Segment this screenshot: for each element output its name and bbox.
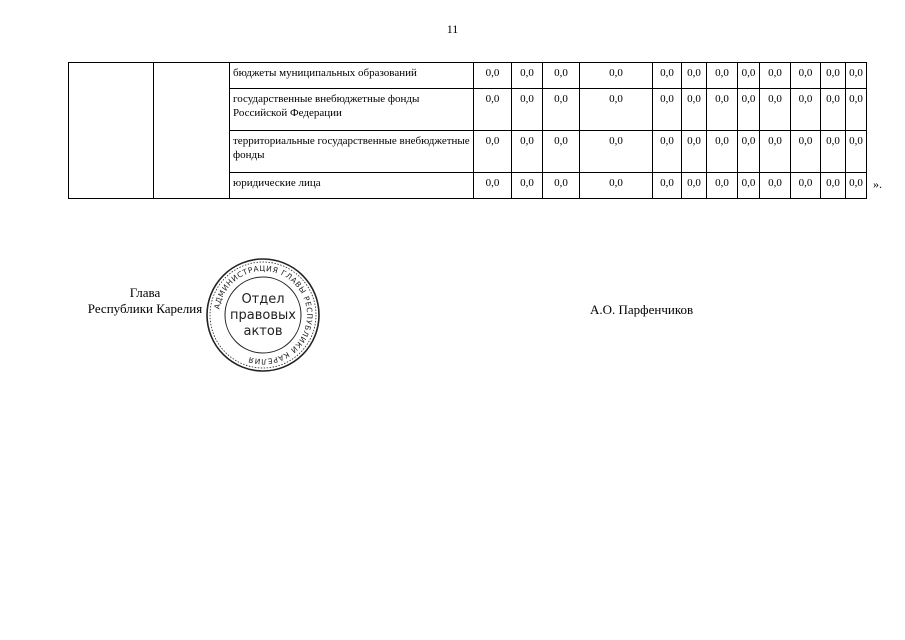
value-cell: 0,0 <box>738 173 760 199</box>
value-cell: 0,0 <box>791 89 821 131</box>
row-label-cell: юридические лица <box>230 173 474 199</box>
value-cell: 0,0 <box>707 173 738 199</box>
merged-empty-cell <box>154 63 230 199</box>
value-cell: 0,0 <box>846 89 867 131</box>
value-cell: 0,0 <box>543 131 580 173</box>
value-cell: 0,0 <box>512 63 543 89</box>
value-cell: 0,0 <box>653 63 682 89</box>
value-cell: 0,0 <box>580 173 653 199</box>
value-cell: 0,0 <box>760 63 791 89</box>
value-cell: 0,0 <box>738 63 760 89</box>
value-cell: 0,0 <box>682 63 707 89</box>
value-cell: 0,0 <box>543 63 580 89</box>
value-cell: 0,0 <box>682 89 707 131</box>
seal-line1: Отдел <box>241 292 285 307</box>
value-cell: 0,0 <box>580 63 653 89</box>
value-cell: 0,0 <box>738 89 760 131</box>
value-cell: 0,0 <box>512 173 543 199</box>
seal-line2: правовых <box>230 308 296 323</box>
value-cell: 0,0 <box>474 131 512 173</box>
merged-empty-cell <box>69 63 154 199</box>
value-cell: 0,0 <box>821 173 846 199</box>
value-cell: 0,0 <box>791 173 821 199</box>
value-cell: 0,0 <box>846 131 867 173</box>
value-cell: 0,0 <box>512 131 543 173</box>
value-cell: 0,0 <box>791 131 821 173</box>
table-row <box>69 63 867 89</box>
value-cell: 0,0 <box>707 89 738 131</box>
value-cell: 0,0 <box>580 131 653 173</box>
signatory-name: А.О. Парфенчиков <box>590 302 694 317</box>
value-cell: 0,0 <box>543 89 580 131</box>
value-cell: 0,0 <box>821 63 846 89</box>
signatory-title-line1: Глава <box>129 285 161 300</box>
official-seal <box>205 257 321 373</box>
value-cell: 0,0 <box>682 131 707 173</box>
value-cell: 0,0 <box>821 131 846 173</box>
row-label-cell: бюджеты муниципальных образований <box>230 63 474 89</box>
value-cell: 0,0 <box>707 63 738 89</box>
value-cell: 0,0 <box>846 173 867 199</box>
value-cell: 0,0 <box>791 63 821 89</box>
seal-graphic <box>205 257 321 373</box>
value-cell: 0,0 <box>760 131 791 173</box>
value-cell: 0,0 <box>821 89 846 131</box>
row-label-cell: территориальные государственные внебюджетные фонды <box>230 131 474 173</box>
value-cell: 0,0 <box>846 63 867 89</box>
value-cell: 0,0 <box>682 173 707 199</box>
value-cell: 0,0 <box>738 131 760 173</box>
signatory-title <box>70 285 220 317</box>
value-cell: 0,0 <box>474 89 512 131</box>
value-cell: 0,0 <box>653 89 682 131</box>
signatory-title-line2: Республики Карелия <box>87 301 203 316</box>
seal-ring-text: АДМИНИСТРАЦИЯ ГЛАВЫ РЕСПУБЛИКИ КАРЕЛИЯ <box>212 263 315 367</box>
value-cell: 0,0 <box>760 173 791 199</box>
value-cell: 0,0 <box>474 173 512 199</box>
page-number: 11 <box>446 22 459 36</box>
value-cell: 0,0 <box>512 89 543 131</box>
value-cell: 0,0 <box>653 131 682 173</box>
value-cell: 0,0 <box>580 89 653 131</box>
value-cell: 0,0 <box>707 131 738 173</box>
value-cell: 0,0 <box>760 89 791 131</box>
value-cell: 0,0 <box>653 173 682 199</box>
value-cell: 0,0 <box>474 63 512 89</box>
value-cell: 0,0 <box>543 173 580 199</box>
seal-line3: актов <box>243 324 283 339</box>
closing-quote-mark: ». <box>873 177 882 191</box>
budget-table <box>68 62 867 199</box>
row-label-cell: государственные внебюджетные фонды Российской Федерации <box>230 89 474 131</box>
